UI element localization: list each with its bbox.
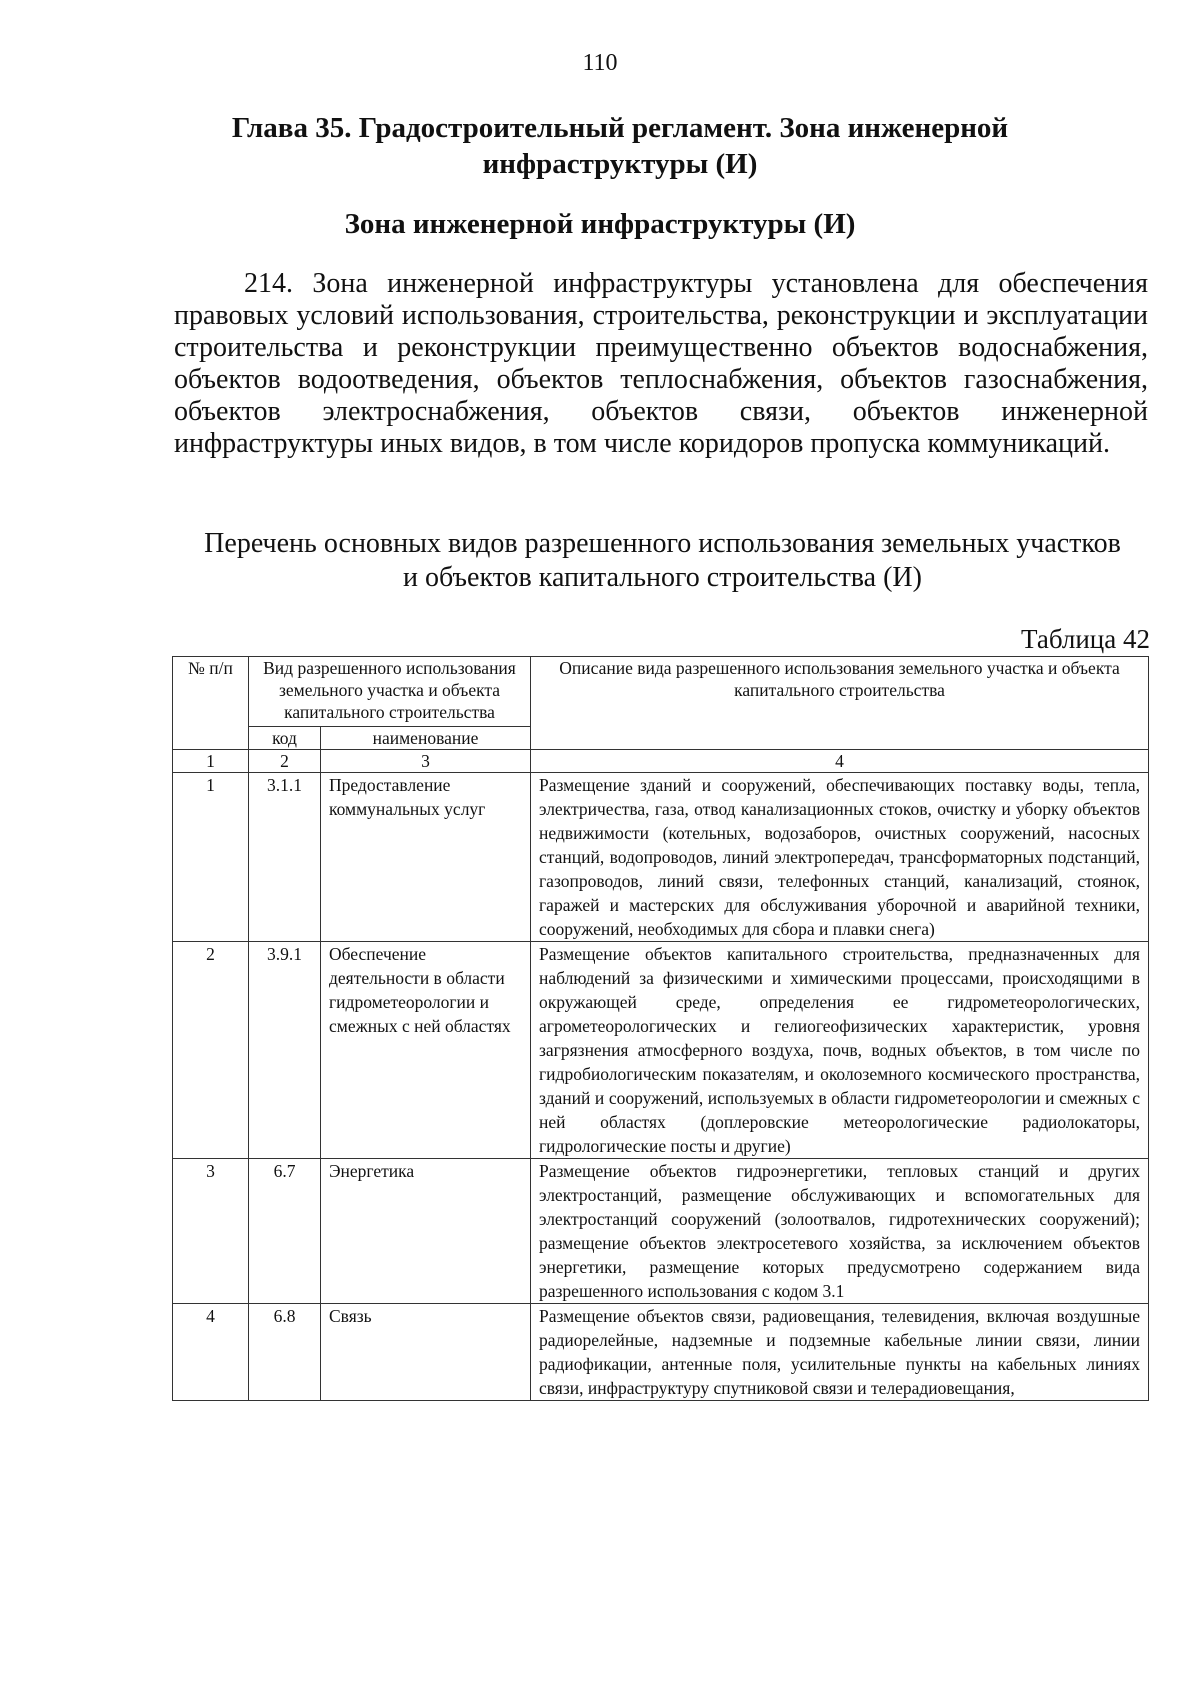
row-code: 3.9.1 xyxy=(249,942,321,1159)
header-code: код xyxy=(249,727,321,750)
column-number-2: 2 xyxy=(249,750,321,773)
table-row xyxy=(173,1304,1149,1401)
row-name: Энергетика xyxy=(321,1159,531,1304)
header-name: наименование xyxy=(321,727,531,750)
row-code: 6.7 xyxy=(249,1159,321,1304)
row-name: Предоставление коммунальных услуг xyxy=(321,773,531,942)
row-description: Размещение объектов связи, радиовещания, телевидения, включая воздушные радиорелейные, надземные и подземные кабельные линии связи, линии радиофикации, антенные поля, усилительные пункты на кабельных линиях связи, инфраструктуру спутниковой связи и телерадиовещания, xyxy=(531,1304,1149,1401)
row-name: Обеспечение деятельности в области гидрометеорологии и смежных с ней областях xyxy=(321,942,531,1159)
table-row xyxy=(173,773,1149,942)
table-caption: Таблица 42 xyxy=(1021,624,1150,654)
paragraph-214: 214. Зона инженерной инфраструктуры установлена для обеспечения правовых условий использования, строительства, реконструкции и эксплуатации строительства и реконструкции преимущественно объектов водоснабжения, объектов водоотведения, объектов теплоснабжения, объектов газоснабжения, объектов электроснабжения, объектов связи, объектов инженерной инфраструктуры иных видов, в том числе коридоров пропуска коммуникаций. xyxy=(174,268,1148,459)
row-name: Связь xyxy=(321,1304,531,1401)
list-title-line2: и объектов капитального строительства (И) xyxy=(403,562,922,593)
header-number: № п/п xyxy=(173,657,249,750)
row-code: 3.1.1 xyxy=(249,773,321,942)
row-description: Размещение объектов гидроэнергетики, тепловых станций и других электростанций, размещение обслуживающих и вспомогательных для электростанций сооружений (золоотвалов, гидротехнических сооружений); размещение объектов электросетевого хозяйства, за исключением объектов энергетики, размещение которых предусмотрено содержанием вида разрешенного использования с кодом 3.1 xyxy=(531,1159,1149,1304)
table-row xyxy=(173,942,1149,1159)
row-code: 6.8 xyxy=(249,1304,321,1401)
column-number-1: 1 xyxy=(173,750,249,773)
list-title-line1: Перечень основных видов разрешенного использования земельных участков xyxy=(204,528,1121,559)
row-number: 2 xyxy=(173,942,249,1159)
column-number-3: 3 xyxy=(321,750,531,773)
row-description: Размещение объектов капитального строительства, предназначенных для наблюдений за физическими и химическими процессами, происходящими в окружающей среде, определения ее гидрометеорологических, агрометеорологических и гелиогеофизических характеристик, уровня загрязнения атмосферного воздуха, почв, водных объектов, в том числе по гидробиологическим показателям, и околоземного космического пространства, зданий и сооружений, используемых в области гидрометеорологии и смежных с ней областях (доплеровские метеорологические радиолокаторы, гидрологические посты и другие) xyxy=(531,942,1149,1159)
column-number-4: 4 xyxy=(531,750,1149,773)
header-kind: Вид разрешенного использования земельного участка и объекта капитального строительства xyxy=(249,657,531,727)
page-number: 110 xyxy=(582,50,618,76)
row-number: 3 xyxy=(173,1159,249,1304)
chapter-title: Глава 35. Градостроительный регламент. Зона инженерной инфраструктуры (И) xyxy=(231,112,1009,180)
list-title xyxy=(175,527,1150,595)
section-title: Зона инженерной инфраструктуры (И) xyxy=(344,208,856,240)
row-number: 1 xyxy=(173,773,249,942)
header-description: Описание вида разрешенного использования земельного участка и объекта капитального строительства xyxy=(531,657,1149,750)
table-row xyxy=(173,1159,1149,1304)
row-number: 4 xyxy=(173,1304,249,1401)
regulation-table xyxy=(172,656,1149,1401)
row-description: Размещение зданий и сооружений, обеспечивающих поставку воды, тепла, электричества, газа, отвод канализационных стоков, очистку и уборку объектов недвижимости (котельных, водозаборов, очистных сооружений, насосных станций, водопроводов, линий электропередач, трансформаторных подстанций, газопроводов, линий связи, телефонных станций, канализаций, стоянок, гаражей и мастерских для обслуживания уборочной и аварийной техники, сооружений, необходимых для сбора и плавки снега) xyxy=(531,773,1149,942)
